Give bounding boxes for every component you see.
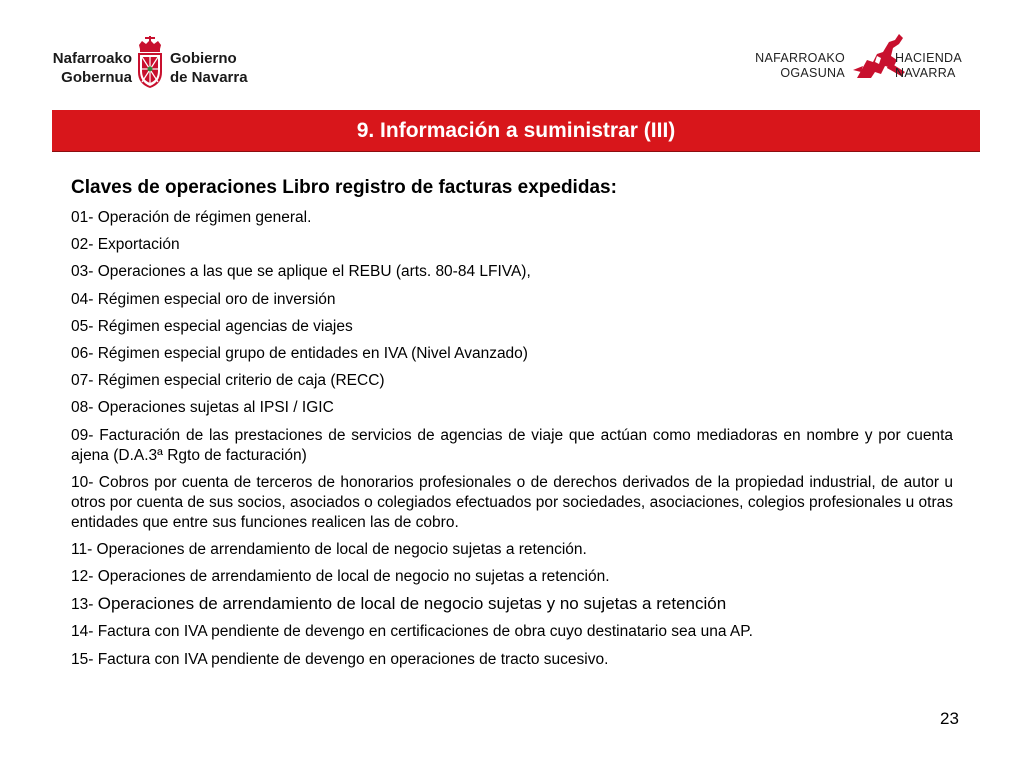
section-heading: Claves de operaciones Libro registro de facturas expedidas: (71, 177, 617, 198)
slide-title-bar (52, 110, 980, 152)
page-number: 23 (940, 709, 959, 728)
operation-keys-list (71, 208, 953, 677)
list-item: 02- Exportación (71, 236, 180, 254)
logo-text-spanish: Gobierno de Navarra (170, 50, 248, 86)
list-item: 09- Facturación de las prestaciones de servicios de agencias de viaje que actúan como mediadoras en nombre y por cuenta ajena (D.A.3ª Rgto de facturación) (71, 426, 953, 464)
navarra-crest-icon (134, 36, 166, 90)
list-item: 05- Régimen especial agencias de viajes (71, 317, 353, 335)
list-item: 04- Régimen especial oro de inversión (71, 290, 336, 308)
list-item: 15- Factura con IVA pendiente de devengo en operaciones de tracto sucesivo. (71, 650, 609, 668)
list-item-text: Operaciones de arrendamiento de local de negocio sujetas y no sujetas a retención (97, 594, 727, 614)
list-item: 03- Operaciones a las que se aplique el REBU (arts. 80-84 LFIVA), (71, 263, 531, 281)
hacienda-navarra-logo (745, 30, 990, 86)
logo-text-basque: Nafarroako Gobernua (52, 50, 132, 86)
list-item (71, 594, 953, 615)
list-item: 06- Régimen especial grupo de entidades en IVA (Nivel Avanzado) (71, 344, 528, 362)
list-item-prefix: 13- (71, 596, 98, 614)
logo-text-spanish: HACIENDA NAVARRA (895, 51, 962, 80)
list-item: 14- Factura con IVA pendiente de devengo en certificaciones de obra cuyo destinatario sea una AP. (71, 623, 753, 641)
list-item: 07- Régimen especial criterio de caja (RECC) (71, 372, 385, 390)
list-item: 11- Operaciones de arrendamiento de local de negocio sujetas a retención. (71, 540, 587, 558)
list-item: 08- Operaciones sujetas al IPSI / IGIC (71, 399, 334, 417)
list-item: 01- Operación de régimen general. (71, 209, 312, 226)
slide-title: 9. Información a suministrar (III) (356, 118, 676, 142)
list-item: 12- Operaciones de arrendamiento de local de negocio no sujetas a retención. (71, 568, 610, 586)
gobierno-navarra-logo (40, 36, 260, 92)
logo-text-basque: NAFARROAKO OGASUNA (755, 51, 845, 80)
list-item: 10- Cobros por cuenta de terceros de honorarios profesionales o de derechos derivados de la propiedad industrial, de autor u otros por cuenta de sus socios, asociados o colegiados efectuados por sociedades, asociaciones, colegios profesionales u otras entidades que entre sus funciones realicen las de cobro. (71, 473, 953, 531)
